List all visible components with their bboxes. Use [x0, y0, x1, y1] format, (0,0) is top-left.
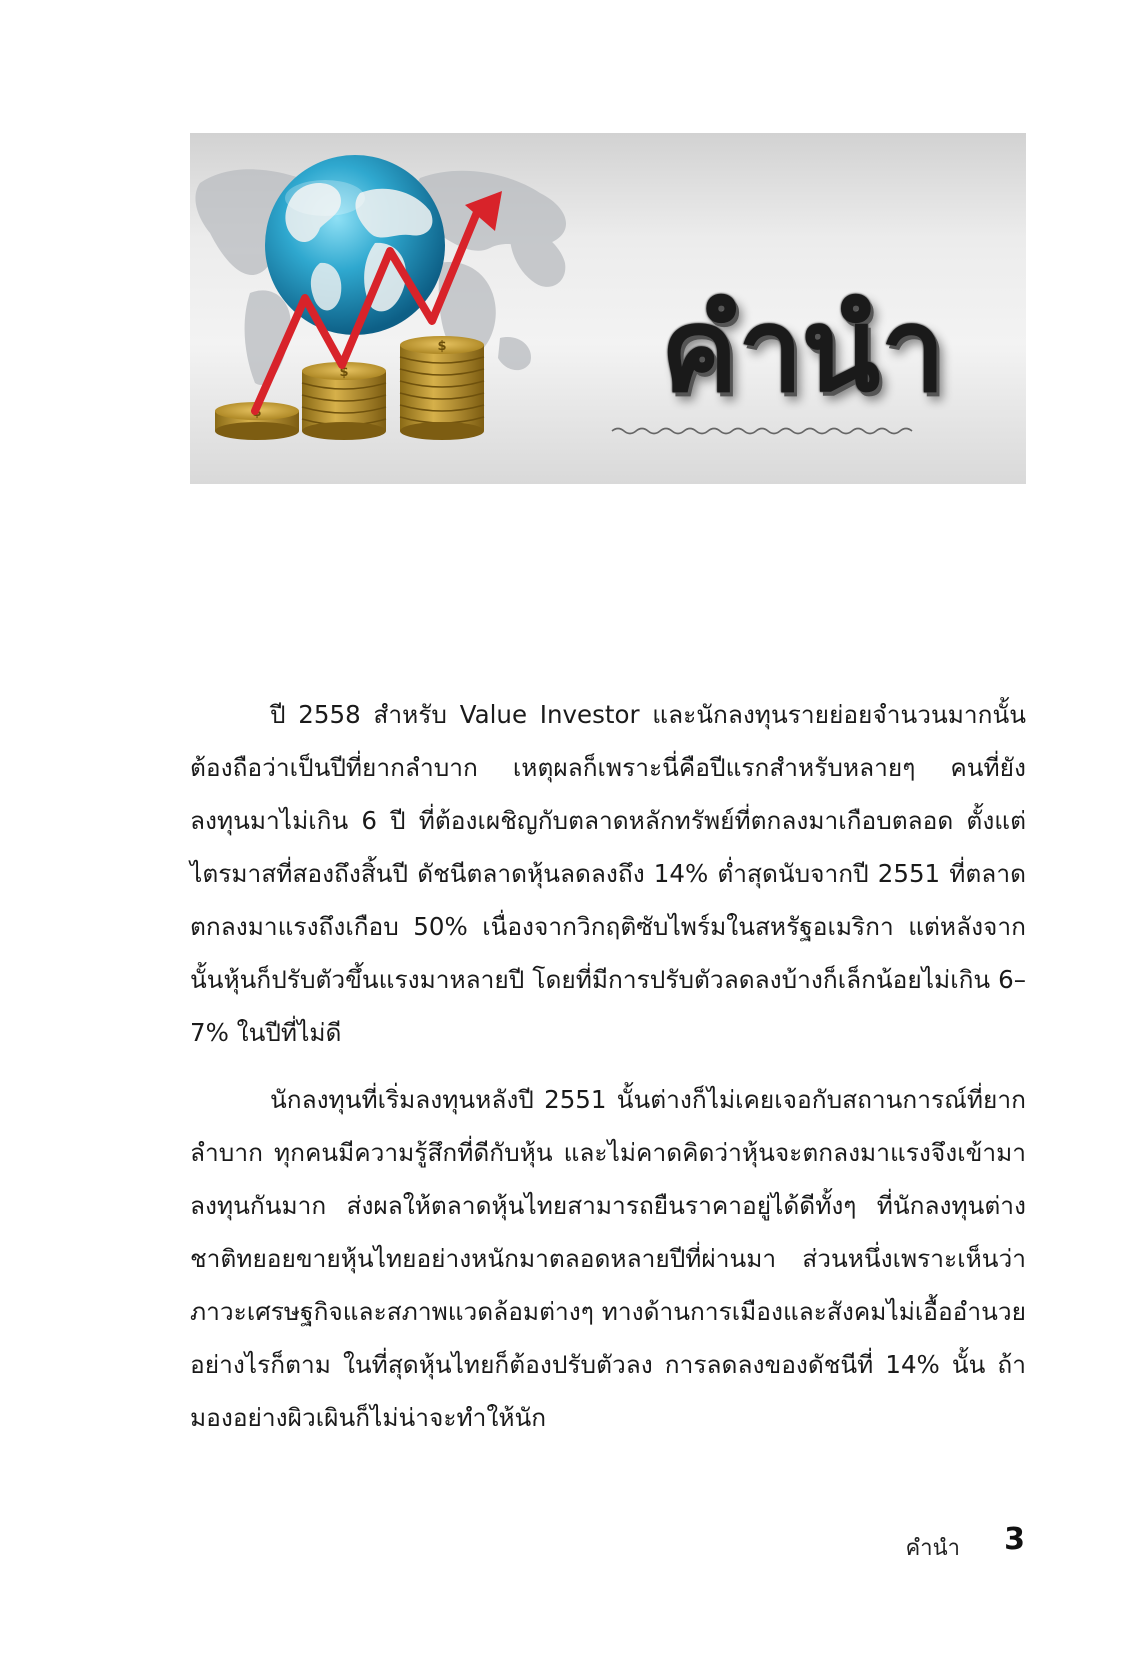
paragraph: ปี 2558 สำหรับ Value Investor และนักลงทุนรายย่อยจำนวนมากนั้น ต้องถือว่าเป็นปีที่ยากลำบาก เหตุผลก็เพราะนี่คือปีแรกสำหรับหลายๆ คนที่ยังลงทุนมาไม่เกิน 6 ปี ที่ต้องเผชิญกับตลาดหลักทรัพย์ที่ตกลงมาเกือบตลอด ตั้งแต่ไตรมาสที่สองถึงสิ้นปี ดัชนีตลาดหุ้นลดลงถึง 14% ต่ำสุดนับจากปี 2551 ที่ตลาดตกลงมาแรงถึงเกือบ 50% เนื่องจากวิกฤติซับไพร์มในสหรัฐอเมริกา แต่หลังจากนั้นหุ้นก็ปรับตัวขึ้นแรงมาหลายปี โดยที่มีการปรับตัวลดลงบ้างก็เล็กน้อยไม่เกิน 6–7% ในปีที่ไม่ดี: [190, 700, 1026, 1047]
globe-icon: [265, 155, 445, 335]
paragraph: นักลงทุนที่เริ่มลงทุนหลังปี 2551 นั้นต่างก็ไม่เคยเจอกับสถานการณ์ที่ยากลำบาก ทุกคนมีความรู้สึกที่ดีกับหุ้น และไม่คาดคิดว่าหุ้นจะตกลงมาแรงจึงเข้ามาลงทุนกันมาก ส่งผลให้ตลาดหุ้นไทยสามารถยืนราคาอยู่ได้ดีทั้งๆ ที่นักลงทุนต่างชาติทยอยขายหุ้นไทยอย่างหนักมาตลอดหลายปีที่ผ่านมา ส่วนหนึ่งเพราะเห็นว่าภาวะเศรษฐกิจและสภาพแวดล้อมต่างๆ ทางด้านการเมืองและสังคมไม่เอื้ออำนวย อย่างไรก็ตาม ในที่สุดหุ้นไทยก็ต้องปรับตัวลง การลดลงของดัชนีที่ 14% นั้น ถ้ามองอย่างผิวเผินก็ไม่น่าจะทำให้นัก: [190, 1085, 1026, 1432]
footer-section-label: คำนำ: [905, 1536, 960, 1561]
svg-text:$: $: [437, 339, 447, 354]
svg-text:$: $: [252, 405, 262, 420]
header-banner: [190, 133, 1026, 484]
svg-text:$: $: [339, 365, 349, 380]
title-underline-squiggle: [612, 429, 912, 434]
page-title: คำนำ: [660, 283, 944, 418]
body-text: [190, 688, 1026, 1458]
page-number: 3: [1004, 1522, 1025, 1557]
